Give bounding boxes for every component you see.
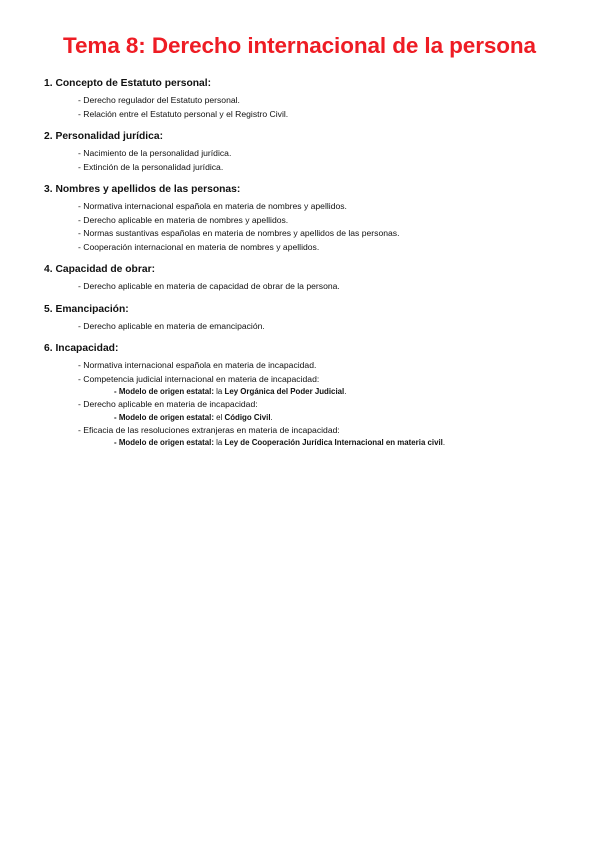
list-item: - Normas sustantivas españolas en materia de nombres y apellidos de las personas.	[78, 228, 400, 238]
section-heading: 1. Concepto de Estatuto personal:	[44, 78, 212, 89]
list-item: - Relación entre el Estatuto personal y el Registro Civil.	[78, 108, 289, 119]
section-capacidad-obrar	[44, 263, 564, 294]
subitem-label: - Modelo de origen estatal:	[114, 438, 214, 447]
subitem-value: Código Civil	[224, 412, 271, 422]
sub-list-item	[114, 412, 564, 424]
list-item: - Derecho aplicable en materia de emancipación.	[78, 320, 265, 331]
section-heading: 5. Emancipación:	[44, 303, 129, 315]
subitem-label: - Modelo de origen estatal:	[114, 387, 214, 396]
list-item: - Eficacia de las resoluciones extranjeras en materia de incapacidad:	[78, 424, 340, 435]
section-heading: 4. Capacidad de obrar:	[44, 264, 156, 275]
list-item: - Derecho regulador del Estatuto personal.	[78, 95, 240, 105]
sub-list-item	[114, 437, 564, 449]
outline	[44, 77, 564, 458]
subitem-value: Ley Orgánica del Poder Judicial	[224, 387, 345, 396]
section-heading: 6. Incapacidad:	[44, 343, 119, 354]
section-heading: 2. Personalidad jurídica:	[44, 131, 164, 142]
section-nombres-apellidos	[44, 183, 564, 254]
list-item: - Cooperación internacional en materia de nombres y apellidos.	[78, 241, 320, 252]
section-heading: 3. Nombres y apellidos de las personas:	[44, 184, 241, 195]
section-personalidad-juridica	[44, 130, 564, 174]
subitem-suffix: .	[442, 438, 446, 447]
section-emancipacion	[44, 303, 564, 334]
subitem-prefix: la	[213, 387, 225, 396]
subitem-value: Ley de Cooperación Jurídica Internacional en materia civil	[224, 438, 443, 447]
list-item: - Competencia judicial internacional en materia de incapacidad:	[78, 373, 320, 384]
page-title: Tema 8: Derecho internacional de la persona	[63, 33, 536, 58]
sub-list-item	[114, 386, 564, 398]
subitem-prefix: el	[213, 412, 225, 422]
subitem-suffix: .	[344, 387, 347, 396]
section-estatuto-personal	[44, 77, 564, 121]
list-item: - Derecho aplicable en materia de nombres y apellidos.	[78, 214, 289, 225]
list-item: - Extinción de la personalidad jurídica.	[78, 161, 224, 172]
subitem-suffix: .	[270, 412, 273, 422]
list-item: - Derecho aplicable en materia de capacidad de obrar de la persona.	[78, 281, 340, 291]
section-incapacidad	[44, 342, 564, 449]
subitem-label: - Modelo de origen estatal:	[114, 412, 214, 422]
list-item: - Normativa internacional española en materia de incapacidad.	[78, 360, 317, 370]
list-item: - Nacimiento de la personalidad jurídica.	[78, 148, 232, 158]
list-item: - Normativa internacional española en materia de nombres y apellidos.	[78, 201, 347, 211]
subitem-prefix: la	[213, 438, 225, 447]
list-item: - Derecho aplicable en materia de incapacidad:	[78, 399, 258, 409]
